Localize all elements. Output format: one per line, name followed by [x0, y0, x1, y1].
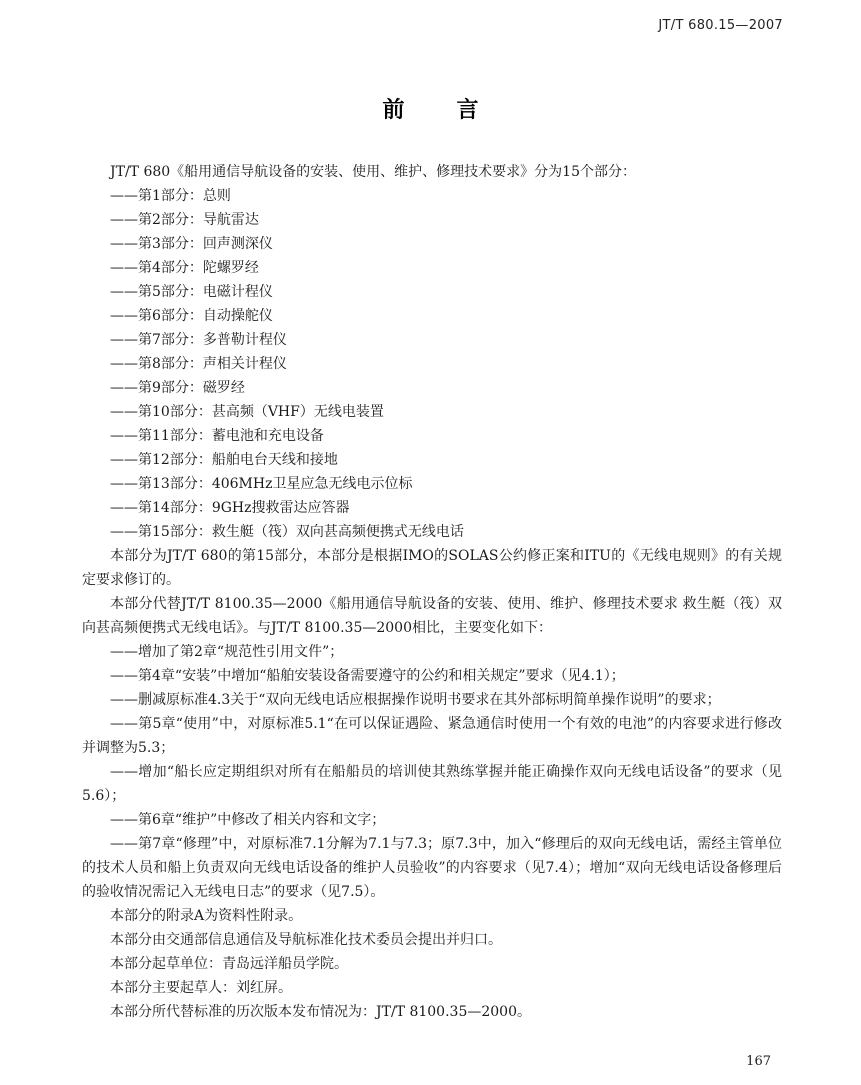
list-item: ——第12部分：船舶电台天线和接地	[110, 452, 338, 468]
list-item: ——第14部分：9GHz搜救雷达应答器	[110, 500, 350, 516]
list-item: ——第1部分：总则	[110, 188, 231, 204]
list-item: ——第10部分：甚高频（VHF）无线电装置	[110, 404, 384, 420]
change-item: ——第7章“修理”中，对原标准7.1分解为7.1与7.3；原7.3中，加入“修理后的双向无线电话，需经主管单位的技术人员和船上负责双向无线电话设备的维护人员验收”的内容要求（见7.4）；增加“双向无线电话设备修理后的验收情况需记入无线电日志”的要求（见7.5）。	[82, 836, 782, 900]
foreword-body	[82, 160, 782, 1024]
drafter: 本部分主要起草人：刘红屏。	[110, 980, 292, 996]
page-title: 前言	[382, 98, 531, 123]
list-item: ——第2部分：导航雷达	[110, 212, 259, 228]
list-item: ——第8部分：声相关计程仪	[110, 356, 287, 372]
parts-list	[82, 184, 782, 544]
list-item: ——第13部分：406MHz卫星应急无线电示位标	[110, 476, 413, 492]
proposer-note: 本部分由交通部信息通信及导航标准化技术委员会提出并归口。	[110, 932, 502, 948]
change-item: ——增加了第2章“规范性引用文件”；	[110, 644, 344, 660]
changes-list	[82, 640, 782, 904]
list-item: ——第4部分：陀螺罗经	[110, 260, 259, 276]
list-item: ——第7部分：多普勒计程仪	[110, 332, 287, 348]
change-item: ——第5章“使用”中，对原标准5.1“在可以保证遇险、紧急通信时使用一个有效的电池”的内容要求进行修改并调整为5.3；	[82, 716, 782, 756]
replace-paragraph: 本部分代替JT/T 8100.35—2000《船用通信导航设备的安装、使用、维护、修理技术要求 救生艇（筏）双向甚高频便携式无线电话》。与JT/T 8100.35—2000相比，主要变化如下：	[82, 596, 782, 636]
list-item: ——第5部分：电磁计程仪	[110, 284, 273, 300]
list-item: ——第3部分：回声测深仪	[110, 236, 273, 252]
page-number: 167	[746, 1054, 771, 1069]
list-item: ——第9部分：磁罗经	[110, 380, 245, 396]
drafting-unit: 本部分起草单位：青岛远洋船员学院。	[110, 956, 348, 972]
change-item: ——第6章“维护”中修改了相关内容和文字；	[110, 812, 386, 828]
standard-code: JT/T 680.15—2007	[658, 18, 783, 33]
appendix-note: 本部分的附录A为资料性附录。	[110, 908, 303, 924]
basis-paragraph: 本部分为JT/T 680的第15部分，本部分是根据IMO的SOLAS公约修正案和ITU的《无线电规则》的有关规定要求修订的。	[82, 548, 782, 588]
list-item: ——第15部分：救生艇（筏）双向甚高频便携式无线电话	[110, 524, 464, 540]
list-item: ——第6部分：自动操舵仪	[110, 308, 273, 324]
change-item: ——第4章“安装”中增加“船舶安装设备需要遵守的公约和相关规定”要求（见4.1）；	[110, 668, 625, 684]
intro-paragraph: JT/T 680《船用通信导航设备的安装、使用、维护、修理技术要求》分为15个部分：	[110, 164, 636, 180]
change-item: ——删减原标准4.3关于“双向无线电话应根据操作说明书要求在其外部标明简单操作说明”的要求；	[110, 692, 721, 708]
version-history: 本部分所代替标准的历次版本发布情况为：JT/T 8100.35—2000。	[110, 1004, 531, 1020]
list-item: ——第11部分：蓄电池和充电设备	[110, 428, 324, 444]
change-item: ——增加“船长应定期组织对所有在船船员的培训使其熟练掌握并能正确操作双向无线电话设备”的要求（见5.6）；	[82, 764, 782, 804]
